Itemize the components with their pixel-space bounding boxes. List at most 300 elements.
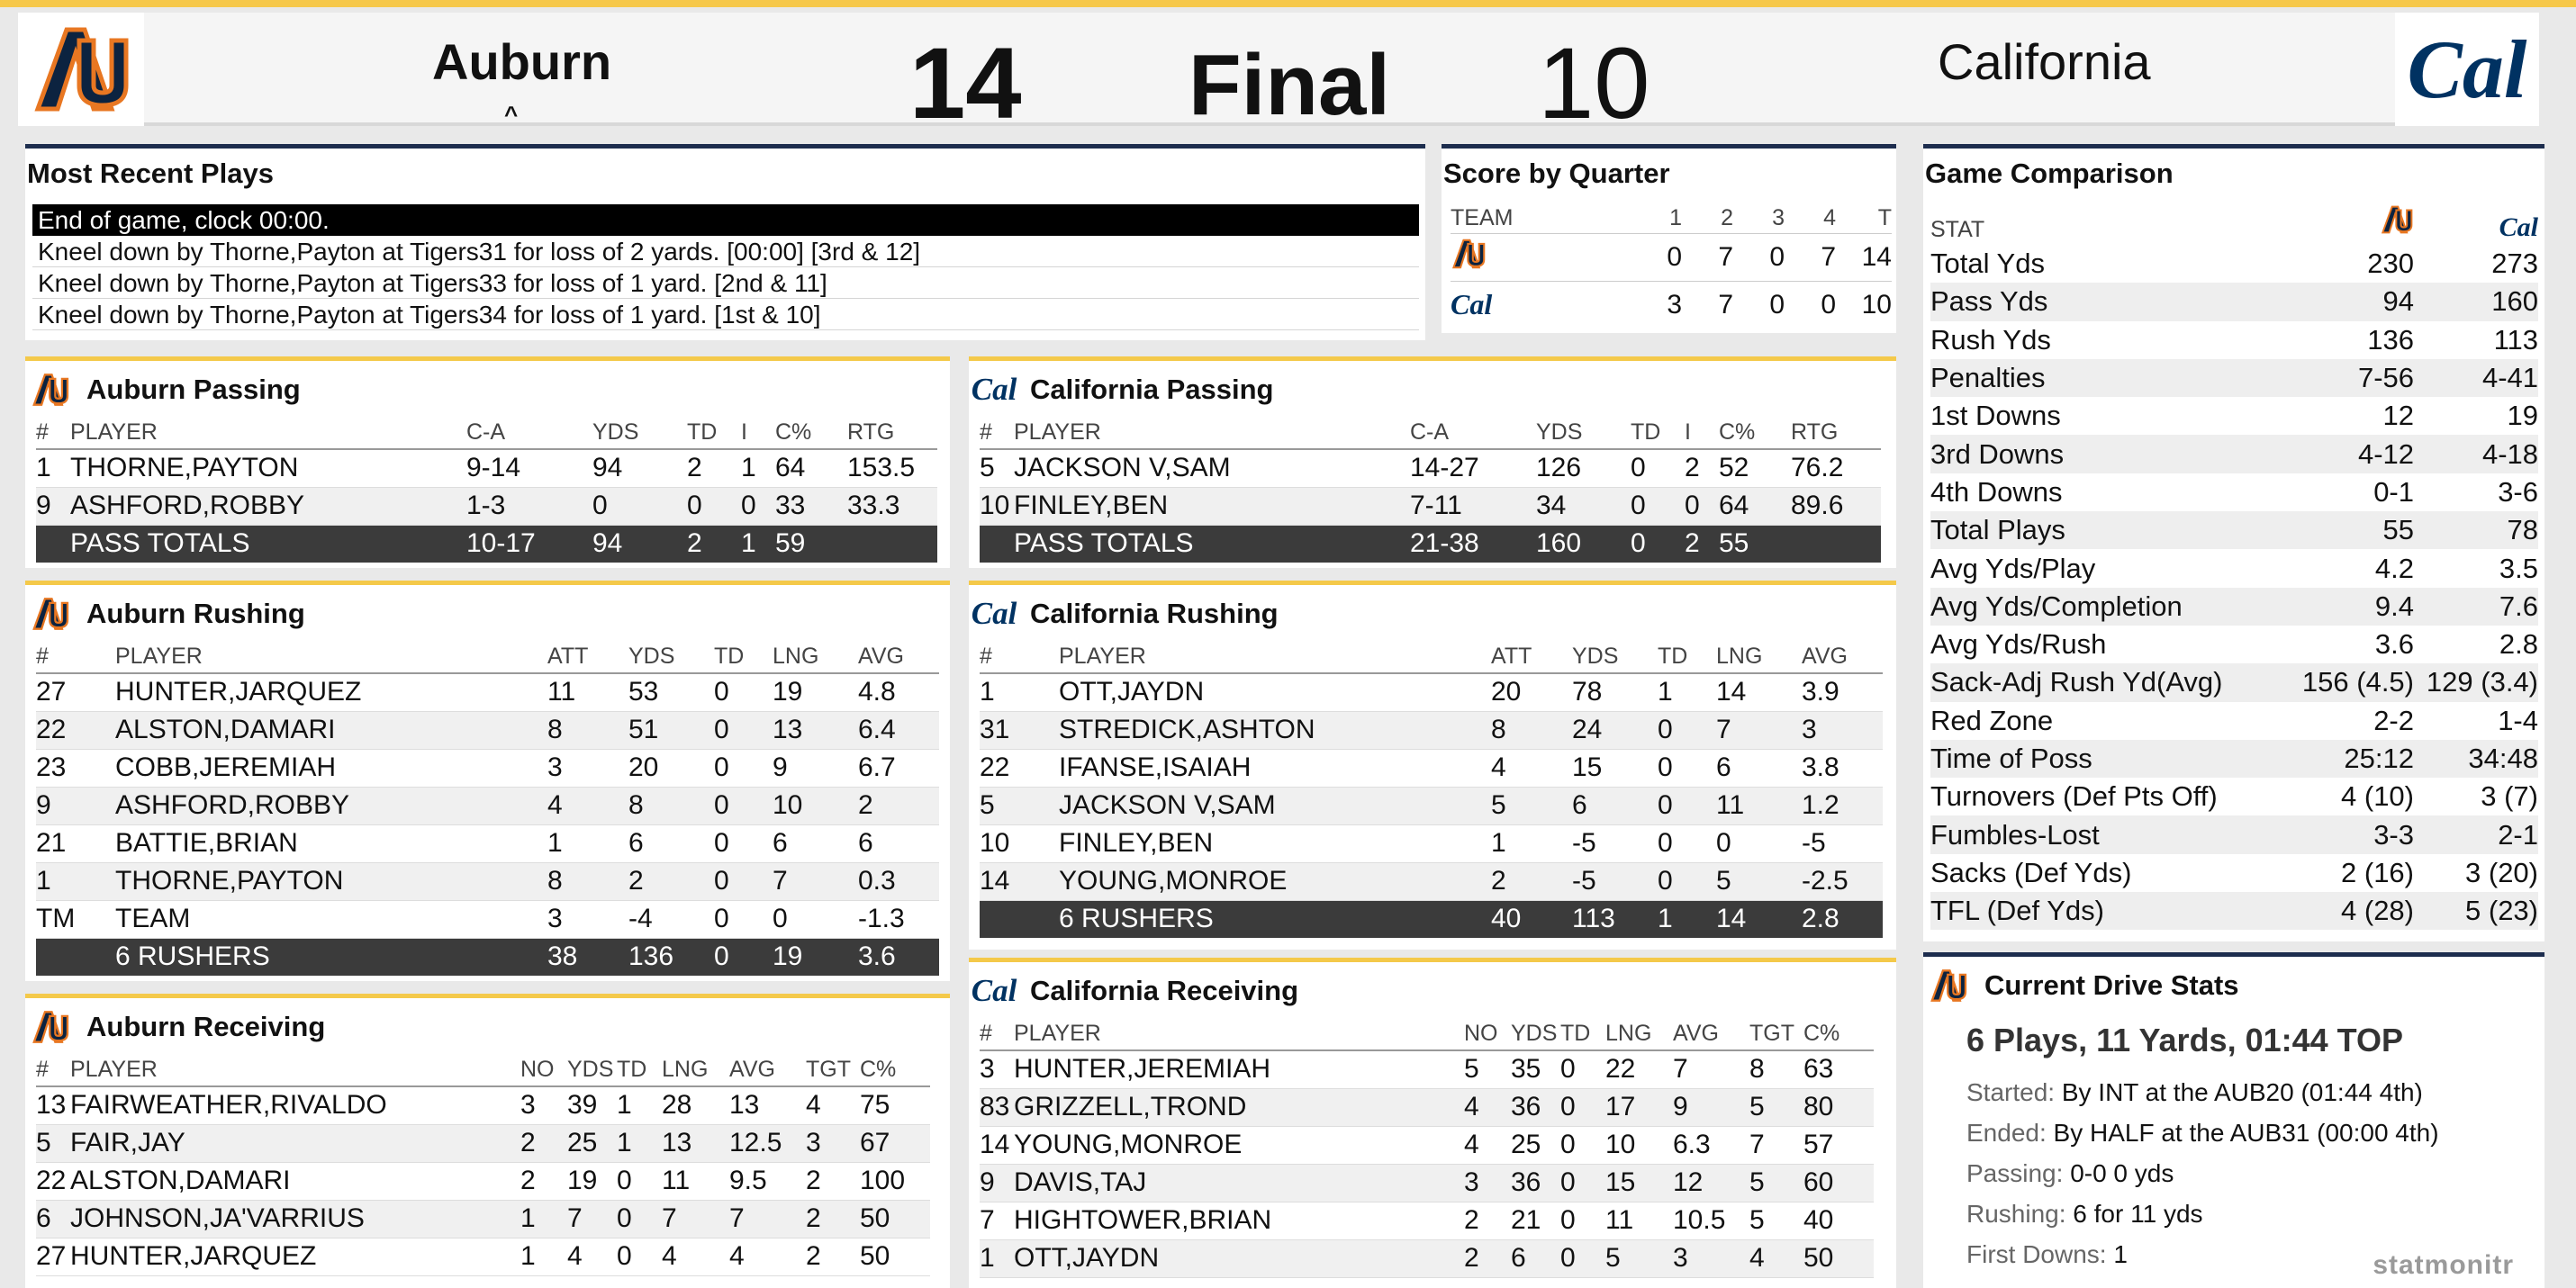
comparison-stat: Avg Yds/Completion [1930,588,2291,626]
player-name: HUNTER,JARQUEZ [115,673,547,711]
stat-cell: 2 [520,1124,567,1162]
column-header: I [741,415,775,449]
table-row [980,1202,1874,1239]
comparison-away: 3.5 [2499,552,2538,584]
stat-cell: 21 [36,824,115,862]
total-cell: 55 [1719,525,1791,563]
stat-cell: 22 [980,749,1059,787]
stat-cell: 1-3 [466,487,592,525]
california-receiving-panel [969,958,1896,1288]
comparison-stat: Sacks (Def Yds) [1930,856,2132,888]
comparison-stat: Sack-Adj Rush Yd(Avg) [1930,663,2291,701]
table-row [36,749,939,787]
stat-cell: 14-27 [1410,449,1536,487]
column-header: TD [1560,1016,1605,1050]
home-team-name: Auburn [432,33,612,90]
table-row [980,787,1883,824]
comparison-stat: 3rd Downs [1930,435,2291,473]
comparison-stat: 1st Downs [1930,400,2061,432]
stat-cell: 6.4 [858,711,939,749]
stat-cell: 0 [773,900,858,938]
stat-cell: 0 [741,487,775,525]
column-header: AVG [1802,639,1883,673]
table-row [36,1086,930,1124]
comparison-row [1930,397,2538,435]
table-row [980,824,1883,862]
column-header: YDS [1536,415,1631,449]
stat-cell: 10 [773,787,858,824]
total-cell [980,525,1014,563]
stat-cell: 11 [1716,787,1802,824]
player-name: COBB,JEREMIAH [115,749,547,787]
stat-cell: 35 [1511,1050,1560,1088]
stat-cell: 14 [1716,673,1802,711]
california-mini-logo: Cal [971,973,1017,1008]
california-mini-logo: Cal [971,596,1017,631]
stat-cell: 0 [687,487,741,525]
total-cell: 40 [1491,900,1572,938]
stat-cell: 6 [858,824,939,862]
stat-cell: 22 [36,1162,70,1200]
stat-cell: 3 [980,1050,1014,1088]
quarter-score: 14 [1836,233,1892,281]
column-header: C% [860,1052,930,1086]
column-header: PLAYER [70,1052,520,1086]
stat-cell: 27 [36,1238,70,1275]
comparison-stat: Rush Yds [1930,323,2051,356]
comparison-away: 3 (7) [2481,780,2538,813]
stat-cell: 0.3 [858,862,939,900]
panel-title: California Passing [1030,374,1274,405]
column-header: ATT [547,639,628,673]
stat-cell: 21 [1511,1202,1560,1239]
total-cell: 10-17 [466,525,592,563]
auburn-mini-logo [29,370,72,410]
table-row [980,749,1883,787]
stat-cell: 64 [1719,487,1791,525]
column-header: # [36,415,70,449]
total-cell: 1 [1658,900,1716,938]
stat-cell: 51 [628,711,714,749]
player-name: BATTIE,BRIAN [115,824,547,862]
comparison-row [1930,663,2538,701]
column-header: PLAYER [1014,415,1410,449]
stat-cell: 0 [714,824,773,862]
stat-cell: 7 [662,1200,729,1238]
comparison-stat: Total Yds [1930,248,2045,280]
stat-cell: 50 [1803,1239,1874,1277]
stat-cell: 4 [1464,1126,1511,1164]
stat-cell: 5 [980,787,1059,824]
column-header: C% [775,415,847,449]
totals-row [980,900,1883,938]
stat-cell: 6 [1572,787,1658,824]
comparison-away: 3-6 [2498,475,2538,508]
comparison-away: 2.8 [2499,628,2538,661]
away-score: 10 [1538,27,1650,140]
column-header: PLAYER [115,639,547,673]
totals-row [36,525,937,563]
auburn-logo [2291,203,2414,245]
stat-cell: 13 [662,1124,729,1162]
quarter-score: 7 [1682,281,1733,329]
comparison-stat: Pass Yds [1930,283,2291,320]
stat-cell: 3 [1464,1164,1511,1202]
stat-cell: 0 [1560,1164,1605,1202]
comparison-home: 156 (4.5) [2291,663,2414,701]
comparison-stat: Total Plays [1930,511,2291,549]
quarter-header: 4 [1823,204,1836,230]
stat-cell: 0 [714,749,773,787]
stat-cell: 9.5 [729,1162,806,1200]
table-row [980,1164,1874,1202]
stat-cell: 7 [729,1200,806,1238]
stat-cell: 0 [1560,1202,1605,1239]
comparison-away: 129 (3.4) [2414,663,2538,701]
comparison-home: 0-1 [2373,475,2414,508]
stat-cell: 17 [1605,1088,1673,1126]
table-row [980,449,1881,487]
stat-cell: 7 [980,1202,1014,1239]
comparison-home: 4.2 [2374,552,2414,584]
cal-passing-table [980,415,1881,563]
panel-title: Auburn Passing [86,374,301,405]
player-name: JACKSON V,SAM [1014,449,1410,487]
stat-cell: 0 [617,1162,662,1200]
player-name: ASHFORD,ROBBY [115,787,547,824]
stat-cell: 0 [1560,1126,1605,1164]
total-cell [1791,525,1881,563]
quarter-score: 7 [1682,233,1733,281]
total-cell: 2 [687,525,741,563]
drive-label: Rushing: [1966,1200,2066,1228]
stat-cell: 23 [36,749,115,787]
player-name: ASHFORD,ROBBY [70,487,466,525]
statmonitr-watermark: statmonitr [2373,1250,2514,1280]
stat-cell: 8 [547,711,628,749]
total-cell: 1 [741,525,775,563]
player-name: GRIZZELL,TROND [1014,1088,1464,1126]
stat-cell: 3 [806,1124,860,1162]
column-header: TD [617,1052,662,1086]
stat-cell: 28 [662,1086,729,1124]
stat-cell: 3.8 [1802,749,1883,787]
cal-receiving-table [980,1016,1874,1278]
player-name: HUNTER,JEREMIAH [1014,1050,1464,1088]
column-header: # [980,639,1059,673]
stat-cell: 63 [1803,1050,1874,1088]
stat-cell: 7-11 [1410,487,1536,525]
total-cell: 21-38 [1410,525,1536,563]
player-name: THORNE,PAYTON [115,862,547,900]
table-row [36,1200,930,1238]
quarter-score: 7 [1785,233,1836,281]
column-header: TGT [806,1052,860,1086]
total-cell [36,525,70,563]
stat-cell: 0 [1560,1088,1605,1126]
table-row [980,1239,1874,1277]
auburn-mini-logo [1927,966,1970,1005]
comparison-home: 4 (10) [2341,780,2414,813]
most-recent-plays-panel [25,144,1425,340]
total-cell: 38 [547,938,628,976]
comparison-home: 230 [2367,248,2414,280]
stat-cell: 5 [1491,787,1572,824]
stat-cell: 2 [806,1200,860,1238]
comparison-stat: Avg Yds/Play [1930,552,2096,584]
column-header: NO [520,1052,567,1086]
stat-cell: 0 [1658,711,1716,749]
comparison-stat: Time of Poss [1930,740,2291,778]
stat-cell: 0 [1658,787,1716,824]
stat-cell: 3 [547,749,628,787]
stat-cell: 11 [547,673,628,711]
total-cell [36,938,115,976]
column-header: ATT [1491,639,1572,673]
table-row [36,1124,930,1162]
comparison-away: 1-4 [2498,704,2538,736]
comparison-row [1930,588,2538,626]
column-header: LNG [662,1052,729,1086]
quarter-score: 0 [1631,233,1682,281]
stat-cell: 50 [860,1200,930,1238]
quarter-header: 2 [1721,204,1733,230]
stat-cell: 1 [980,673,1059,711]
au-passing-table [36,415,937,563]
quarter-header: 1 [1669,204,1682,230]
comparison-away: 4-41 [2414,359,2538,397]
player-name: YOUNG,MONROE [1014,1126,1464,1164]
table-row [980,1050,1874,1088]
drive-line [1966,1193,2439,1234]
stat-cell: 6 [1716,749,1802,787]
table-row [36,862,939,900]
stat-cell: 5 [1464,1050,1511,1088]
column-header: # [980,1016,1014,1050]
stat-cell: 57 [1803,1126,1874,1164]
quarter-score: 0 [1733,281,1785,329]
total-cell: 94 [592,525,687,563]
comparison-away: 4-18 [2414,435,2538,473]
comparison-row [1930,549,2538,587]
comparison-row [1930,815,2538,853]
player-name: STREDICK,ASHTON [1059,711,1491,749]
stat-cell: 4 [547,787,628,824]
totals-row [36,938,939,976]
stat-cell: 6 [1511,1239,1560,1277]
table-row [980,1088,1874,1126]
column-header: # [36,639,115,673]
drive-label: First Downs: [1966,1240,2107,1268]
comparison-stat: Penalties [1930,359,2291,397]
stat-cell: 2 [806,1162,860,1200]
stat-cell: 0 [1631,449,1685,487]
comparison-row [1930,740,2538,778]
comparison-away: 160 [2414,283,2538,320]
table-row [36,711,939,749]
stat-cell: 7 [1749,1126,1803,1164]
stat-cell: 11 [662,1162,729,1200]
panel-title: Current Drive Stats [1984,969,2239,1001]
stat-cell: 5 [1605,1239,1673,1277]
panel-title: Most Recent Plays [27,158,274,189]
stat-cell: 0 [1658,824,1716,862]
comparison-away: 5 (23) [2414,892,2538,930]
quarter-score: 10 [1836,281,1892,329]
column-header: LNG [1605,1016,1673,1050]
stat-cell: 1.2 [1802,787,1883,824]
panel-title: Score by Quarter [1443,158,1670,189]
stat-cell: 24 [1572,711,1658,749]
stat-cell: 8 [1491,711,1572,749]
comparison-away: 34:48 [2414,740,2538,778]
stat-cell: 13 [729,1086,806,1124]
comparison-home: 7-56 [2291,359,2414,397]
stat-cell: -5 [1572,862,1658,900]
stat-cell: 31 [980,711,1059,749]
stat-cell: 7 [567,1200,617,1238]
stat-cell: 4.8 [858,673,939,711]
stat-cell: 6 [628,824,714,862]
comparison-home: 55 [2291,511,2414,549]
play-item: End of game, clock 00:00. [32,204,1419,236]
stat-cell: 89.6 [1791,487,1881,525]
quarter-header: TEAM [1451,204,1514,230]
column-header: C-A [1410,415,1536,449]
stat-cell: 0 [1560,1239,1605,1277]
stat-cell: 25 [1511,1126,1560,1164]
stat-cell: 78 [1572,673,1658,711]
total-cell: PASS TOTALS [1014,525,1410,563]
drive-value: By INT at the AUB20 (01:44 4th) [2061,1078,2423,1106]
auburn-logo [1451,233,1631,281]
stat-cell: 2 [1685,449,1719,487]
stat-cell: 6.3 [1673,1126,1749,1164]
comparison-away: 273 [2491,248,2538,280]
cal-rushing-table [980,639,1883,938]
comparison-stat: Fumbles-Lost [1930,815,2291,853]
stat-cell: 4 [729,1238,806,1275]
comparison-away: 2-1 [2414,815,2538,853]
stat-cell: 12 [1673,1164,1749,1202]
comparison-away: 78 [2414,511,2538,549]
stat-cell: 4 [806,1086,860,1124]
column-header: TD [714,639,773,673]
total-cell [980,900,1059,938]
current-drive-panel [1923,952,2544,1288]
column-header: AVG [1673,1016,1749,1050]
stat-cell: 75 [860,1086,930,1124]
stat-cell: 52 [1719,449,1791,487]
player-name: HIGHTOWER,BRIAN [1014,1202,1464,1239]
stat-cell: 1 [617,1124,662,1162]
stat-cell: 10 [980,487,1014,525]
stat-cell: 39 [567,1086,617,1124]
drive-label: Started: [1966,1078,2056,1106]
comparison-stat: TFL (Def Yds) [1930,892,2291,930]
game-status: Final [1189,37,1391,133]
stat-cell: 8 [1749,1050,1803,1088]
totals-row [980,525,1881,563]
stat-cell: 64 [775,449,847,487]
total-cell: 0 [1631,525,1685,563]
quarter-score: 0 [1785,281,1836,329]
panel-title: California Rushing [1030,598,1279,629]
stat-cell: 22 [36,711,115,749]
table-row [36,673,939,711]
total-cell: 136 [628,938,714,976]
stat-cell: 9 [36,787,115,824]
stat-cell: 33.3 [847,487,937,525]
caret-up-icon: ^ [504,101,519,128]
stat-cell: 0 [714,900,773,938]
comparison-row [1930,321,2538,359]
stat-cell: 2 [628,862,714,900]
comparison-row [1930,892,2538,930]
stat-cell: 0 [1658,749,1716,787]
comparison-home: 3-3 [2291,815,2414,853]
stat-cell: 19 [773,673,858,711]
stat-cell: 4 [1749,1239,1803,1277]
column-header: LNG [773,639,858,673]
quarter-header: T [1877,204,1892,230]
stat-cell: 2 [806,1238,860,1275]
play-item: Kneel down by Thorne,Payton at Tigers31 for loss of 2 yards. [00:00] [3rd & 12] [32,236,1419,267]
stat-cell: 153.5 [847,449,937,487]
auburn-logo [18,13,144,126]
drive-line [1966,1234,2439,1274]
stat-cell: 4 [1491,749,1572,787]
comparison-stat: Red Zone [1930,704,2054,736]
comparison-away: 19 [2507,400,2538,432]
stat-cell: 15 [1605,1164,1673,1202]
table-row [36,787,939,824]
game-comparison-panel [1923,144,2544,941]
stat-cell: 9 [36,487,70,525]
play-item: Kneel down by Thorne,Payton at Tigers34 for loss of 1 yard. [1st & 10] [32,299,1419,330]
quarter-score: 3 [1631,281,1682,329]
stat-cell: 1 [520,1238,567,1275]
column-header: LNG [1716,639,1802,673]
stat-cell: 10.5 [1673,1202,1749,1239]
player-name: ALSTON,DAMARI [70,1162,520,1200]
stat-cell: 36 [1511,1088,1560,1126]
player-name: JACKSON V,SAM [1059,787,1491,824]
auburn-mini-logo [29,594,72,634]
drive-summary: 6 Plays, 11 Yards, 01:44 TOP [1966,1022,2404,1058]
quarter-row [1451,233,1892,281]
comparison-row [1930,359,2538,397]
comparison-away: 3 (20) [2465,856,2538,888]
comparison-home: 2-2 [2373,704,2414,736]
total-cell: PASS TOTALS [70,525,466,563]
stat-cell: 1 [1658,673,1716,711]
column-header: TD [1631,415,1685,449]
comparison-home: 2 (16) [2341,856,2414,888]
stat-header: STAT [1930,217,1985,242]
stat-cell: -2.5 [1802,862,1883,900]
comparison-home: 136 [2367,323,2414,356]
quarter-score: 0 [1733,233,1785,281]
stat-cell: 14 [980,1126,1014,1164]
stat-cell: 20 [628,749,714,787]
stat-cell: 2 [1464,1239,1511,1277]
home-score: 14 [909,27,1022,140]
stat-cell: -1.3 [858,900,939,938]
stat-cell: 7 [1716,711,1802,749]
stat-cell: 1 [980,1239,1014,1277]
panel-title: Auburn Rushing [86,598,305,629]
